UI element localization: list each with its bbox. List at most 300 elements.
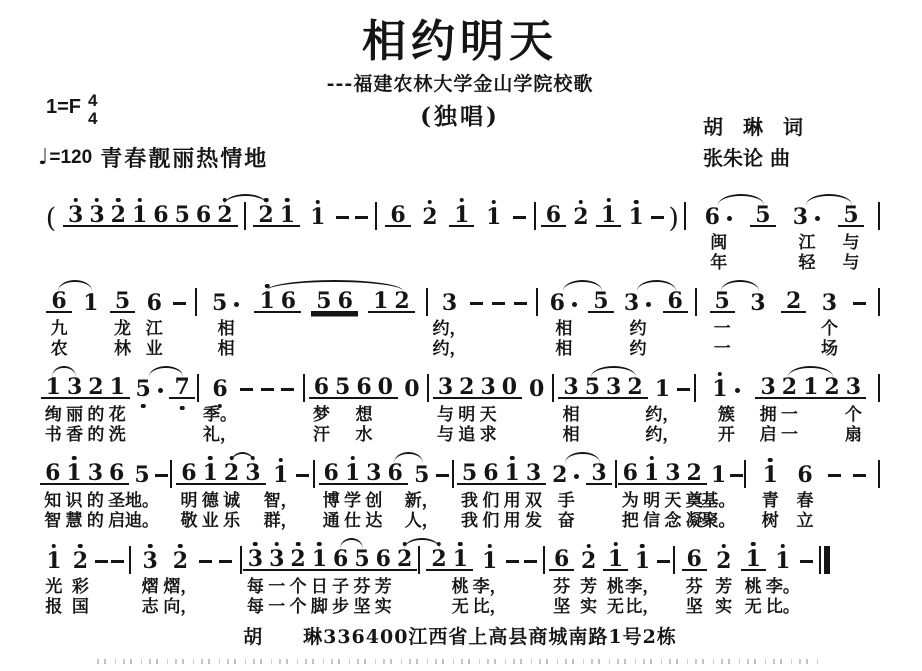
note-digit: 1 <box>486 207 501 227</box>
note-digit: 6 <box>212 379 227 399</box>
beam-group <box>682 545 707 572</box>
octave-up-dot <box>78 544 83 549</box>
note <box>451 201 472 228</box>
lyric-syllable: 把 <box>621 511 639 531</box>
note-digit: 2 <box>627 373 643 400</box>
octave-up-dot <box>274 542 279 547</box>
note-digit: 6 <box>622 459 638 486</box>
note-digit: 1 <box>280 205 295 225</box>
augmentation-dot <box>574 474 579 479</box>
measure <box>686 201 878 230</box>
beam-group <box>558 373 647 400</box>
lyric-syllable: 个 <box>289 577 307 597</box>
octave-up-dot <box>751 542 756 547</box>
octave-up-dot <box>285 198 290 203</box>
note-digit: 6 <box>337 287 353 314</box>
lyric-syllable: 簇 <box>717 405 735 425</box>
beam-group <box>309 373 398 400</box>
staff-line <box>38 188 882 274</box>
lyric-syllable: 们 <box>482 511 500 531</box>
note-digit: 1 <box>312 549 327 569</box>
note-digit: 5 <box>211 289 228 316</box>
octave-up-dot <box>510 456 515 461</box>
final-bar-thin <box>819 546 821 574</box>
beam-group <box>433 373 522 400</box>
measure <box>554 373 694 402</box>
octave-up-dot <box>208 456 213 461</box>
lyric-syllable: 江 <box>145 319 163 339</box>
note-digit: 2 <box>459 373 475 400</box>
note-digit: 6 <box>323 459 339 486</box>
note-digit: 5 <box>136 379 151 399</box>
note-digit: 1 <box>83 289 99 316</box>
note <box>743 545 764 572</box>
lyric-syllable: 彩 <box>71 577 89 597</box>
note-digit: 3 <box>66 373 83 400</box>
note <box>598 201 619 228</box>
note <box>65 201 86 228</box>
note <box>132 375 168 402</box>
lyric-syllable: 为 <box>621 491 639 511</box>
open-paren: ( <box>45 203 57 234</box>
note-digit: 2 <box>111 205 126 225</box>
measure <box>305 373 427 402</box>
note-digit: 1 <box>746 549 761 569</box>
lyric-syllable: 江 <box>798 233 816 253</box>
measure <box>38 287 195 316</box>
lyric-syllable: 李， <box>472 577 507 597</box>
lyric-syllable: 桃 <box>451 577 469 597</box>
note <box>330 545 351 572</box>
measure <box>617 459 745 488</box>
beam-group <box>243 545 418 572</box>
lyric-syllable: 知 <box>44 491 62 511</box>
beam-group <box>781 287 806 314</box>
lyric-syllable: 与 <box>436 425 454 445</box>
note-digit: 2 <box>573 207 588 227</box>
note-digit: 3 <box>792 203 809 230</box>
octave-up-dot <box>137 198 142 203</box>
beam-group <box>169 373 194 400</box>
note-digit: 2 <box>716 551 731 571</box>
beam-group <box>319 459 408 486</box>
lyric-syllable: 农 <box>50 339 68 359</box>
octave-up-dot <box>649 456 654 461</box>
note-digit: 6 <box>51 287 67 314</box>
note <box>242 459 263 486</box>
note <box>783 287 804 314</box>
lyric-syllable: 拥 <box>759 405 777 425</box>
lyric-syllable: 敬 <box>180 511 198 531</box>
dash-note <box>651 216 664 220</box>
lyric-syllable: 的 <box>86 511 104 531</box>
beam-group <box>46 287 71 314</box>
note <box>525 375 548 402</box>
lyric-syllable: 礼， <box>202 425 237 445</box>
lyric-syllable: 念 <box>664 511 682 531</box>
header <box>38 18 882 174</box>
note <box>169 547 192 574</box>
note-digit: 1 <box>763 465 778 485</box>
lyric-syllable: 林 <box>114 339 131 359</box>
note-digit: 6 <box>195 201 212 228</box>
staff-line <box>38 532 882 618</box>
lyric-syllable: 年 <box>710 253 728 273</box>
lyric-syllable: 一 <box>713 339 731 359</box>
note <box>478 547 501 574</box>
song-title: 相约明天 <box>362 16 558 67</box>
note <box>79 289 102 316</box>
lyric-syllable: 梦 <box>312 405 330 425</box>
lyric-syllable: 相 <box>555 339 573 359</box>
measure <box>315 459 452 488</box>
dash-note <box>492 302 505 306</box>
lyric-syllable: 芳 <box>374 577 392 597</box>
note <box>256 287 277 314</box>
lyric-syllable: 达 <box>365 511 383 531</box>
dash-note <box>111 560 124 564</box>
note <box>438 289 461 316</box>
beam-group <box>449 201 474 228</box>
octave-up-dot <box>491 200 496 205</box>
lyric-syllable: 熠 <box>141 577 159 597</box>
note <box>800 373 821 400</box>
octave-up-dot <box>768 458 773 463</box>
beam-group <box>253 201 300 228</box>
lyric-syllable: 芳 <box>715 577 733 597</box>
lyric-syllable: 李， <box>625 577 660 597</box>
octave-up-dot <box>178 544 183 549</box>
lyric-syllable: 慧 <box>65 511 83 531</box>
note-digit: 1 <box>45 373 61 400</box>
note-digit: 1 <box>775 551 790 571</box>
note <box>143 289 166 316</box>
beam-group <box>588 287 613 314</box>
note <box>129 201 150 228</box>
lyric-syllable: 坚 <box>553 597 571 617</box>
lyric-syllable: 迪。 <box>125 511 160 531</box>
note <box>548 461 584 488</box>
note <box>394 545 415 572</box>
lyric-syllable: 追 <box>458 425 476 445</box>
note-digit: 3 <box>366 459 382 486</box>
note-digit: 2 <box>431 549 446 569</box>
measure <box>696 373 878 402</box>
note <box>712 287 733 314</box>
note-digit: 5 <box>714 287 730 314</box>
note <box>523 459 544 486</box>
note-digit: 5 <box>584 373 601 400</box>
note-digit: 2 <box>581 551 596 571</box>
beam-group <box>618 459 707 486</box>
note <box>363 459 384 486</box>
note <box>150 201 171 228</box>
note <box>63 459 84 486</box>
expression-text: 青春靓丽热情地 <box>100 146 269 172</box>
key-signature: 1=F <box>46 96 82 119</box>
beam-group <box>368 287 415 314</box>
note <box>391 287 412 314</box>
note-digit: 6 <box>483 459 499 486</box>
beam-group <box>385 201 410 228</box>
lyric-syllable: 书 <box>44 425 62 445</box>
note <box>178 459 199 486</box>
augmentation-dot <box>727 216 732 221</box>
note <box>277 201 298 228</box>
lyric-syllable: 地。 <box>125 491 160 511</box>
lyric-syllable: 芳 <box>580 577 598 597</box>
lyric-syllable: 相 <box>562 405 580 425</box>
note <box>193 201 214 228</box>
note <box>707 461 730 488</box>
note <box>684 545 705 572</box>
note-digit: 3 <box>525 459 542 486</box>
lyric-syllable: 龙 <box>114 319 131 339</box>
note-digit: 3 <box>563 373 579 400</box>
lyric-syllable: 李。 <box>765 577 800 597</box>
lyric-syllable: 新， <box>404 491 439 511</box>
footer-address: 胡 琳336400江西省上高县商城南路1号2栋 <box>243 626 677 648</box>
octave-up-dot <box>73 198 78 203</box>
note <box>502 459 523 486</box>
note-digit: 5 <box>174 201 190 228</box>
note <box>375 373 396 400</box>
octave-down-dot <box>180 406 185 411</box>
lyric-syllable: 的 <box>87 425 105 445</box>
lyric-syllable: 每 <box>246 577 264 597</box>
note <box>588 459 609 486</box>
song-subtitle: ---福建农林大学金山学院校歌 <box>326 73 594 96</box>
lyric-syllable: 绚 <box>44 405 62 425</box>
lyric-syllable: 智 <box>44 511 62 531</box>
note-digit: 6 <box>554 545 570 572</box>
measure <box>197 287 426 316</box>
dash-note <box>730 474 743 478</box>
lyric-syllable: 坚 <box>353 597 371 617</box>
notes-row <box>38 274 882 316</box>
note <box>42 459 63 486</box>
note <box>757 373 778 400</box>
note-digit: 1 <box>46 551 61 571</box>
beam-group <box>741 545 766 572</box>
note <box>746 289 769 316</box>
lyric-syllable: 坚 <box>685 597 703 617</box>
note <box>208 289 244 316</box>
lyric-syllable: 一 <box>268 597 286 617</box>
key-time-signature <box>46 90 98 126</box>
lyric-syllable: 桃 <box>607 577 625 597</box>
barline <box>878 374 880 402</box>
note-digit: 3 <box>623 289 640 316</box>
note-digit: 5 <box>335 373 351 400</box>
close-paren: ) <box>668 203 679 234</box>
lyric-syllable: 奋 <box>557 511 575 531</box>
note-digit: 6 <box>549 289 565 316</box>
note <box>306 203 329 230</box>
note <box>107 373 128 400</box>
octave-up-dot <box>52 544 57 549</box>
dash-note <box>853 474 866 478</box>
lyric-syllable: 天 <box>664 491 682 511</box>
note-digit: 1 <box>259 291 274 311</box>
note <box>138 547 161 574</box>
note <box>86 201 107 228</box>
note <box>789 203 825 230</box>
lyric-syllable: 我 <box>461 491 479 511</box>
lyric-syllable: 学 <box>344 491 362 511</box>
note-digit: 5 <box>593 287 609 314</box>
note-digit: 2 <box>781 373 798 400</box>
barline <box>878 202 880 230</box>
lyric-syllable: 比。 <box>765 597 800 617</box>
note <box>410 461 433 488</box>
beam-group <box>549 545 574 572</box>
note <box>335 287 356 314</box>
note-digit: 1 <box>482 551 497 571</box>
note <box>551 545 572 572</box>
note <box>85 373 106 400</box>
lyric-syllable: 智， <box>263 491 298 511</box>
note-digit: 5 <box>316 287 332 314</box>
lyric-syllable: 报 <box>45 597 63 617</box>
lyric-syllable: 脚 <box>310 597 328 617</box>
note <box>603 373 624 400</box>
lyric-syllable: 香 <box>66 425 84 445</box>
lyric-syllable: 用 <box>503 491 521 511</box>
octave-up-dot <box>634 200 639 205</box>
note-digit: 1 <box>453 549 468 569</box>
note <box>821 373 842 400</box>
note <box>582 373 603 400</box>
notes-row <box>38 188 882 234</box>
lyric-syllable: 启 <box>108 511 126 531</box>
lyric-syllable: 通 <box>322 511 340 531</box>
note-digit: 2 <box>258 205 273 225</box>
lyric-syllable: 约， <box>645 425 680 445</box>
octave-up-dot <box>428 200 433 205</box>
octave-up-dot <box>458 542 463 547</box>
note <box>208 375 231 402</box>
note <box>171 373 192 400</box>
augmentation-dot <box>234 302 239 307</box>
note <box>759 461 782 488</box>
note <box>321 459 342 486</box>
lyric-syllable: 比， <box>625 597 660 617</box>
note-digit: 6 <box>797 461 813 488</box>
lyric-syllable: 子 <box>332 577 350 597</box>
lyric-syllable: 志 <box>141 597 159 617</box>
note <box>428 545 449 572</box>
note-digit: 3 <box>821 289 838 316</box>
lyric-syllable: 丽 <box>66 405 84 425</box>
lyric-syllable: 仕 <box>344 511 362 531</box>
note-digit: 2 <box>422 207 437 227</box>
note-digit: 1 <box>203 463 218 483</box>
note-digit: 0 <box>529 375 545 402</box>
lyric-syllable: 人， <box>404 511 439 531</box>
dash-note <box>199 560 212 564</box>
note <box>255 201 276 228</box>
note <box>779 373 800 400</box>
note <box>384 459 405 486</box>
note <box>620 459 641 486</box>
lyric-syllable: 明 <box>458 405 476 425</box>
note-digit: 1 <box>132 205 147 225</box>
note <box>480 459 501 486</box>
lyric-syllable: 约， <box>645 405 680 425</box>
note-digit: 1 <box>635 551 650 571</box>
note-digit: 3 <box>480 373 496 400</box>
staff-line <box>38 274 882 360</box>
lyric-syllable: 汗 <box>312 425 330 445</box>
note <box>662 459 683 486</box>
lyric-syllable: 向， <box>163 597 198 617</box>
note <box>620 289 656 316</box>
note <box>64 373 85 400</box>
augmentation-dot <box>735 388 740 393</box>
beam-group <box>176 459 265 486</box>
octave-up-dot <box>278 458 283 463</box>
note-digit: 6 <box>181 459 197 486</box>
note-digit: 1 <box>712 379 727 399</box>
note-digit: 5 <box>354 545 370 572</box>
beam-group <box>426 545 473 572</box>
lyric-syllable: 光 <box>45 577 63 597</box>
lyric-syllable: 立 <box>796 511 814 531</box>
lyric-syllable: 与 <box>842 253 860 273</box>
lyric-syllable: 求 <box>479 425 497 445</box>
note <box>351 545 372 572</box>
lyric-syllable: 德 <box>201 491 219 511</box>
beam-group <box>755 373 866 400</box>
note-digit: 2 <box>73 551 88 571</box>
note <box>42 547 65 574</box>
lyric-syllable: 青 <box>761 491 779 511</box>
dash-note <box>677 388 690 392</box>
lyric-syllable: 创 <box>365 491 383 511</box>
note <box>387 201 408 228</box>
note <box>482 203 505 230</box>
measure <box>675 545 819 574</box>
beam-group <box>40 459 129 486</box>
lyric-syllable: 闽 <box>710 233 728 253</box>
augmentation-dot <box>646 302 651 307</box>
octave-up-dot <box>116 198 121 203</box>
note <box>112 287 133 314</box>
lyric-syllable: 圣 <box>108 491 126 511</box>
dash-note <box>296 474 309 478</box>
beam-group <box>541 201 566 228</box>
note-digit: 3 <box>269 549 284 569</box>
lyric-syllable: 我 <box>461 511 479 531</box>
note-digit: 6 <box>704 203 720 230</box>
time-signature <box>88 92 97 128</box>
note <box>477 373 498 400</box>
time-signature-upper: 4 <box>88 91 98 110</box>
note <box>266 545 287 572</box>
note <box>287 545 308 572</box>
quarter-note-icon: ♩ <box>38 144 49 170</box>
note-digit: 1 <box>66 463 81 483</box>
note-digit: 1 <box>454 205 469 225</box>
note-digit: 2 <box>686 459 702 486</box>
note-digit: 6 <box>545 201 561 228</box>
dash-note <box>657 560 670 564</box>
measure <box>38 459 170 488</box>
octave-up-dot <box>579 200 584 205</box>
note-digit: 3 <box>87 459 103 486</box>
note-digit: 0 <box>404 375 420 402</box>
